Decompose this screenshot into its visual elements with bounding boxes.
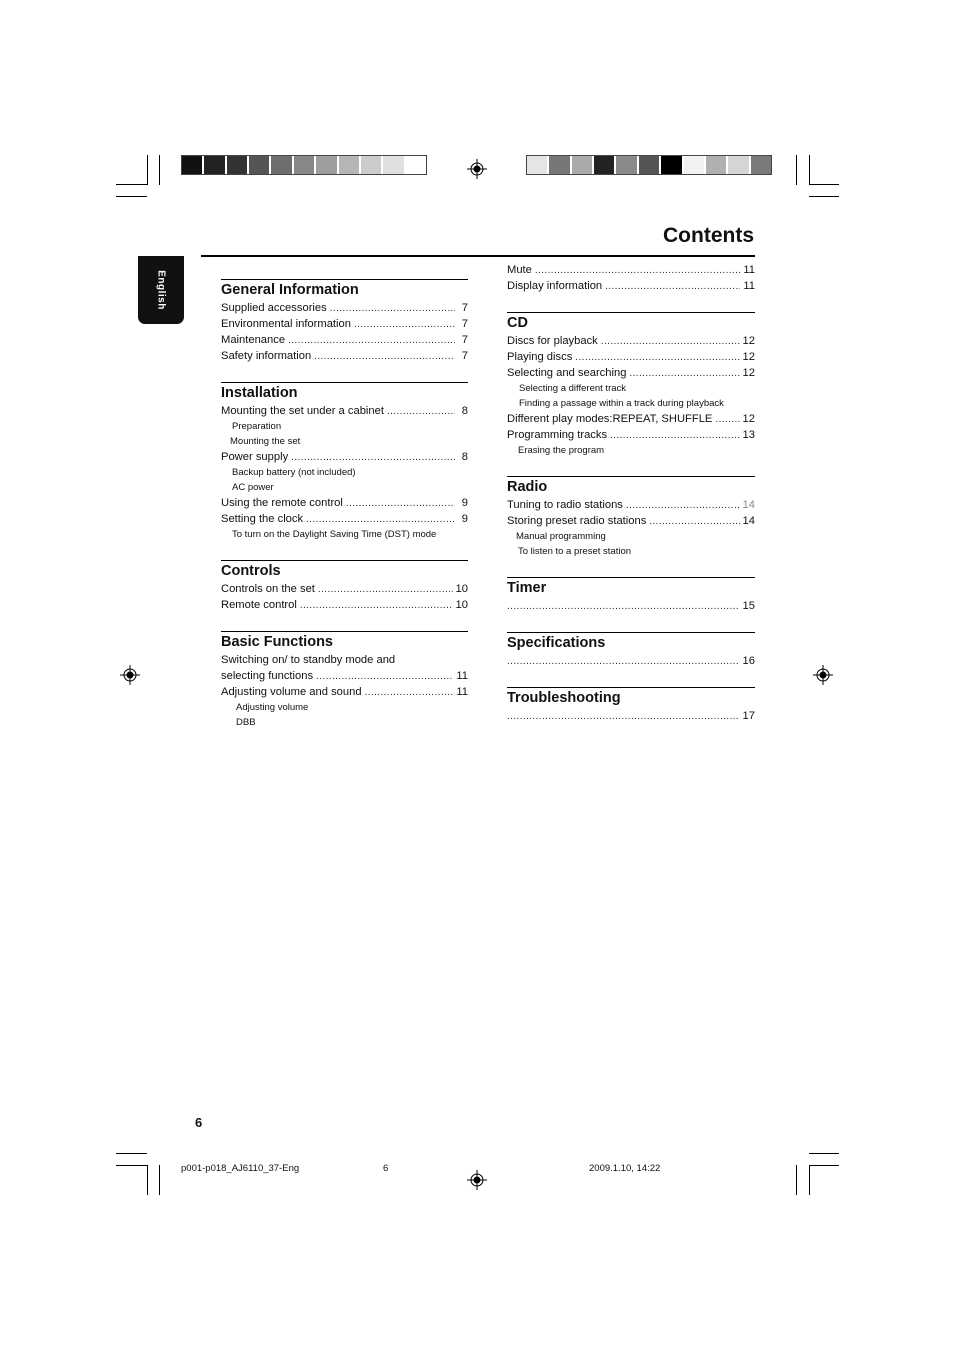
toc-entry-label: Storing preset radio stations [507, 515, 647, 527]
toc-entry-page: 7 [461, 350, 468, 362]
toc-section-title: Timer [507, 580, 547, 596]
toc-section [221, 631, 468, 730]
toc-entry-label: Mounting the set under a cabinet [221, 405, 384, 417]
color-swatch [361, 156, 383, 174]
toc-entry[interactable] [221, 316, 468, 332]
toc-section-title: CD [507, 315, 528, 331]
toc-entry[interactable] [221, 449, 468, 465]
crop-mark [147, 1165, 148, 1195]
footer-date: 2009.1.10, 14:22 [589, 1163, 661, 1174]
toc-subentry: Selecting a different track [519, 383, 627, 394]
color-swatch [316, 156, 338, 174]
color-swatch [383, 156, 405, 174]
registration-mark-icon [120, 665, 140, 685]
toc-subentry: Adjusting volume [236, 702, 309, 713]
toc-entry-page: 11 [743, 280, 755, 292]
toc-entry-page: 9 [461, 513, 468, 525]
toc-entry-text: Switching on/ to standby mode and [221, 654, 396, 666]
crop-mark [809, 184, 839, 185]
toc-entry[interactable] [507, 653, 755, 669]
dot-leader [605, 279, 740, 295]
toc-entry-page: 12 [742, 367, 755, 379]
dot-leader [300, 598, 453, 614]
toc-entry[interactable] [507, 333, 755, 349]
color-swatch [661, 156, 683, 174]
dot-leader [354, 317, 455, 333]
toc-entry[interactable] [507, 497, 755, 513]
toc-entry-page: 7 [461, 334, 468, 346]
dot-leader [575, 350, 739, 366]
toc-section [221, 560, 468, 613]
toc-section [507, 312, 755, 458]
toc-entry[interactable] [221, 495, 468, 511]
color-swatch [249, 156, 271, 174]
dot-leader [601, 334, 740, 350]
toc-entry-label: Programming tracks [507, 429, 608, 441]
toc-entry-label: Playing discs [507, 351, 573, 363]
toc-entry-page: 12 [742, 335, 755, 347]
crop-mark [116, 1153, 147, 1154]
toc-entry-label: Power supply [221, 451, 289, 463]
crop-mark [116, 184, 147, 185]
toc-entry-label: Maintenance [221, 334, 286, 346]
toc-entry[interactable] [507, 708, 755, 724]
toc-entry[interactable] [507, 349, 755, 365]
dot-leader [507, 599, 740, 615]
toc-entry-page: 14 [742, 499, 755, 511]
footer-page: 6 [383, 1163, 389, 1174]
toc-entry-label: Display information [507, 280, 603, 292]
toc-entry[interactable] [507, 278, 755, 294]
dot-leader [291, 450, 455, 466]
toc-subentry: Manual programming [516, 531, 606, 542]
toc-entry-page: 15 [742, 600, 755, 612]
crop-mark [809, 1165, 810, 1195]
toc-section-title: Installation [221, 385, 298, 401]
registration-mark-icon [467, 159, 487, 179]
crop-mark [116, 196, 147, 197]
color-swatch [706, 156, 728, 174]
crop-mark [809, 1165, 839, 1166]
crop-mark [809, 1153, 839, 1154]
toc-entry[interactable] [221, 348, 468, 364]
toc-entry[interactable] [507, 262, 755, 278]
color-swatch [406, 156, 426, 174]
toc-subentry: Finding a passage within a track during playback [519, 398, 724, 409]
toc-entry-page: 7 [461, 302, 468, 314]
dot-leader [649, 514, 739, 530]
dot-leader [365, 685, 454, 701]
color-swatch [728, 156, 750, 174]
toc-subentry: AC power [232, 482, 274, 493]
toc-subentry: To turn on the Daylight Saving Time (DST) mode [232, 529, 437, 540]
toc-entry-page: 11 [743, 264, 755, 276]
toc-entry-page: 11 [456, 670, 468, 682]
toc-entry-label: Remote control [221, 599, 297, 611]
toc-right-column [507, 262, 755, 742]
dot-leader [316, 669, 453, 685]
toc-entry-page: 17 [742, 710, 755, 722]
toc-section [507, 262, 755, 294]
title-rule [201, 255, 755, 257]
toc-entry-label: Different play modes:REPEAT, SHUFFLE [507, 413, 713, 425]
toc-subentry: Backup battery (not included) [232, 467, 356, 478]
dot-leader [715, 412, 739, 428]
toc-subentry: Erasing the program [518, 445, 605, 456]
toc-entry-label: Setting the clock [221, 513, 304, 525]
toc-entry-page: 12 [742, 413, 755, 425]
toc-entry-page: 9 [461, 497, 468, 509]
registration-mark-icon [813, 665, 833, 685]
toc-entry-page: 13 [742, 429, 755, 441]
toc-subentry: Preparation [232, 421, 282, 432]
color-swatch [204, 156, 226, 174]
toc-entry-label: Safety information [221, 350, 312, 362]
color-swatch [549, 156, 571, 174]
footer-file: p001-p018_AJ6110_37-Eng [181, 1163, 300, 1174]
toc-entry[interactable] [221, 668, 468, 684]
dot-leader [318, 582, 453, 598]
toc-entry[interactable] [221, 332, 468, 348]
color-swatch [684, 156, 706, 174]
color-swatch [616, 156, 638, 174]
color-calibration-bar-right [526, 155, 772, 175]
crop-mark [159, 1165, 160, 1195]
color-swatch [751, 156, 771, 174]
toc-entry-label: Selecting and searching [507, 367, 627, 379]
toc-entry-label: selecting functions [221, 670, 314, 682]
toc-section-title: Specifications [507, 635, 606, 651]
toc-left-column [221, 279, 468, 748]
toc-entry[interactable] [507, 365, 755, 381]
toc-subentry: DBB [236, 717, 256, 728]
page-number: 6 [195, 1115, 203, 1130]
toc-entry-page: 7 [461, 318, 468, 330]
toc-entry-label: Controls on the set [221, 583, 315, 595]
crop-mark [796, 1165, 797, 1195]
toc-section [507, 632, 755, 669]
toc-section-title: Troubleshooting [507, 690, 621, 706]
crop-mark [796, 155, 797, 185]
toc-entry-label: Supplied accessories [221, 302, 327, 314]
toc-section-title: Basic Functions [221, 634, 333, 650]
toc-entry[interactable] [507, 411, 755, 427]
toc-section [507, 577, 755, 614]
dot-leader [387, 404, 455, 420]
toc-section-title: Radio [507, 479, 548, 495]
dot-leader [507, 709, 740, 725]
toc-entry-label: Discs for playback [507, 335, 598, 347]
dot-leader [629, 366, 739, 382]
color-swatch [294, 156, 316, 174]
registration-mark-icon [467, 1170, 487, 1190]
language-tab-label: English [155, 270, 167, 310]
dot-leader [346, 496, 455, 512]
crop-mark [147, 155, 148, 185]
dot-leader [610, 428, 739, 444]
crop-mark [116, 1165, 147, 1166]
color-swatch [227, 156, 249, 174]
dot-leader [330, 301, 455, 317]
toc-entry[interactable] [507, 513, 755, 529]
toc-entry-page: 14 [742, 515, 755, 527]
dot-leader [507, 654, 740, 670]
color-swatch [594, 156, 616, 174]
color-swatch [182, 156, 204, 174]
toc-entry[interactable] [221, 403, 468, 419]
dot-leader [288, 333, 455, 349]
toc-section [221, 382, 468, 542]
toc-entry-page: 10 [455, 599, 468, 611]
toc-section [221, 279, 468, 364]
color-calibration-bar-left [181, 155, 427, 175]
toc-entry-label: Tuning to radio stations [507, 499, 623, 511]
toc-entry-label: Mute [507, 264, 532, 276]
toc-entry[interactable] [221, 597, 468, 613]
toc-entry[interactable] [507, 598, 755, 614]
toc-entry[interactable] [221, 511, 468, 527]
dot-leader [306, 512, 455, 528]
crop-mark [809, 155, 810, 185]
toc-section-title: Controls [221, 563, 281, 579]
crop-mark [159, 155, 160, 185]
toc-entry[interactable] [221, 300, 468, 316]
crop-mark [809, 196, 839, 197]
toc-entry-page: 8 [461, 405, 468, 417]
toc-entry[interactable] [221, 581, 468, 597]
toc-entry-label: Using the remote control [221, 497, 343, 509]
page-title: Contents [663, 224, 754, 247]
toc-entry-page: 12 [742, 351, 755, 363]
toc-entry-page: 10 [455, 583, 468, 595]
toc-entry-label: Environmental information [221, 318, 351, 330]
toc-entry-page: 16 [742, 655, 755, 667]
toc-entry-label: Adjusting volume and sound [221, 686, 362, 698]
toc-entry-page: 11 [456, 686, 468, 698]
toc-entry-page: 8 [461, 451, 468, 463]
dot-leader [626, 498, 740, 514]
toc-entry[interactable] [221, 684, 468, 700]
toc-section [507, 687, 755, 724]
color-swatch [527, 156, 549, 174]
toc-section [507, 476, 755, 559]
toc-section-title: General Information [221, 282, 359, 298]
toc-entry[interactable] [507, 427, 755, 443]
toc-subentry: Mounting the set [230, 436, 301, 447]
language-tab [138, 256, 184, 324]
toc-subentry: To listen to a preset station [518, 546, 632, 557]
dot-leader [314, 349, 455, 365]
color-swatch [271, 156, 293, 174]
color-swatch [339, 156, 361, 174]
color-swatch [572, 156, 594, 174]
color-swatch [639, 156, 661, 174]
dot-leader [535, 263, 741, 279]
